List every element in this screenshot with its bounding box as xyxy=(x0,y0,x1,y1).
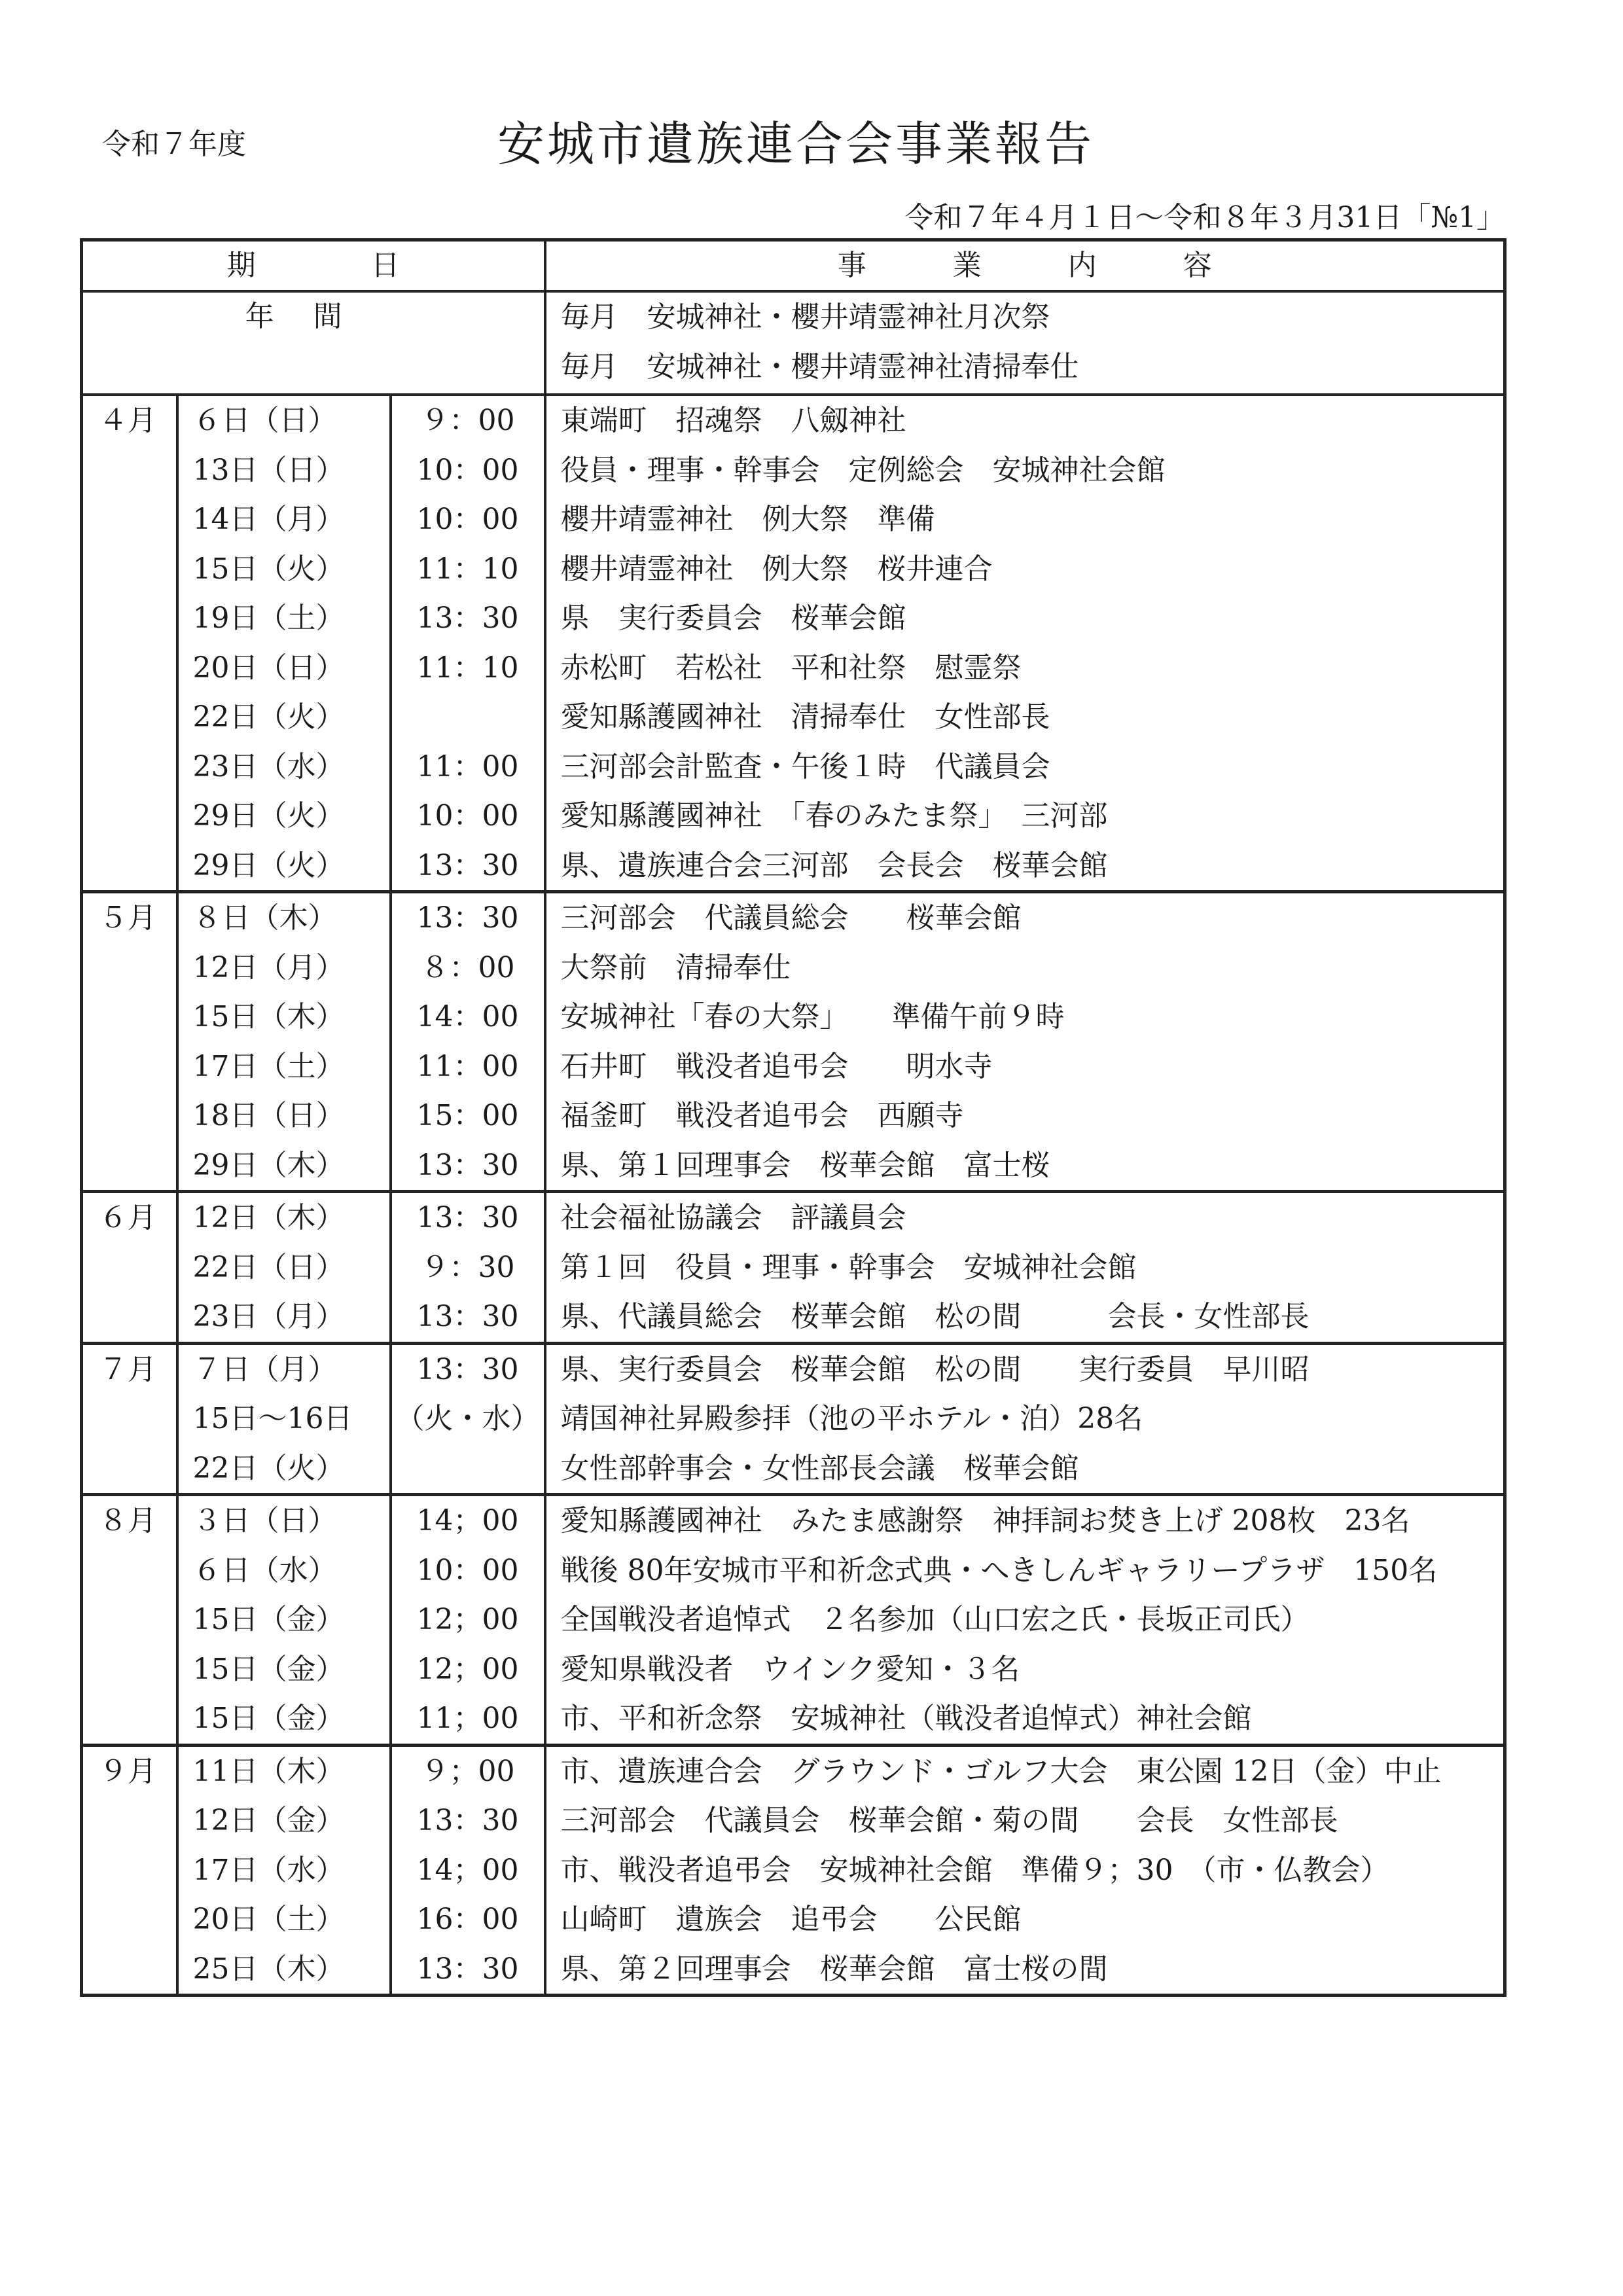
entry-day: 17日（土） xyxy=(192,1049,345,1083)
day-column xyxy=(177,395,391,892)
entry-day: 11日（木） xyxy=(192,1754,345,1788)
entry-time: ９：00 xyxy=(420,404,515,437)
month-label: ４月 xyxy=(82,395,177,892)
entry-day: ６日（日） xyxy=(192,404,337,437)
entry-time: 15：00 xyxy=(416,1099,519,1132)
entry-time: 10：00 xyxy=(416,1553,519,1587)
entry-event: 愛知縣護國神社 「春のみたま祭」 三河部 xyxy=(560,799,1108,833)
entry-event: 赤松町 若松社 平和社祭 慰霊祭 xyxy=(560,651,1022,685)
event-column xyxy=(545,1495,1505,1746)
entry-time: 12；00 xyxy=(416,1652,519,1686)
entry-day: 29日（木） xyxy=(192,1148,345,1182)
entry-event: 市、平和祈念祭 安城神社（戦没者追悼式）神社会館 xyxy=(560,1702,1252,1735)
entry-time: 13：30 xyxy=(416,601,519,635)
page-title: 安城市遺族連合会事業報告 xyxy=(497,117,1095,171)
entry-time: 13：30 xyxy=(416,1148,519,1182)
entry-event: 市、戦没者追弔会 安城神社会館 準備９；30 （市・仏教会） xyxy=(560,1853,1389,1887)
entry-event: 社会福祉協議会 評議員会 xyxy=(560,1201,906,1234)
annual-item: 毎月 安城神社・櫻井靖霊神社清掃奉仕 xyxy=(560,350,1079,384)
entry-event: 県、第１回理事会 桜華会館 富士桜 xyxy=(560,1148,1050,1182)
report-period: 令和７年４月１日～令和８年３月31日「№1」 xyxy=(904,201,1505,234)
month-group xyxy=(82,1192,1505,1344)
entry-time: 13：30 xyxy=(416,848,519,882)
entry-event: 役員・理事・幹事会 定例総会 安城神社会館 xyxy=(560,453,1166,487)
entry-time: ９：30 xyxy=(420,1250,515,1284)
entry-day: 17日（水） xyxy=(192,1853,345,1887)
day-column xyxy=(177,1745,391,1996)
content-header: 事 業 内 容 xyxy=(545,240,1505,292)
entry-event: 櫻井靖霊神社 例大祭 準備 xyxy=(560,503,935,536)
date-header: 期 日 xyxy=(82,240,545,292)
entry-day: 15日（火） xyxy=(192,552,345,586)
entry-event: 山崎町 遺族会 追弔会 公民館 xyxy=(560,1903,1022,1936)
time-column xyxy=(391,892,545,1192)
entry-time: 14：00 xyxy=(416,1000,519,1033)
entry-event: 市、遺族連合会 グラウンド・ゴルフ大会 東公園 12日（金）中止 xyxy=(560,1754,1442,1788)
annual-row xyxy=(82,291,1505,395)
entry-time: 13：30 xyxy=(416,1352,519,1386)
entry-time: 13：30 xyxy=(416,1952,519,1986)
entry-event: 三河部会 代議員会 桜華会館・菊の間 会長 女性部長 xyxy=(560,1804,1338,1837)
day-column xyxy=(177,1192,391,1344)
month-group xyxy=(82,1495,1505,1746)
entry-day: 23日（月） xyxy=(192,1300,345,1333)
month-group xyxy=(82,1745,1505,1996)
entry-event: 県、代議員総会 桜華会館 松の間 会長・女性部長 xyxy=(560,1300,1310,1333)
entry-event: 大祭前 清掃奉仕 xyxy=(560,950,791,984)
day-column xyxy=(177,1495,391,1746)
entry-event: 県、実行委員会 桜華会館 松の間 実行委員 早川昭 xyxy=(560,1352,1310,1386)
entry-time: ８：00 xyxy=(420,950,515,984)
entry-time: 10：00 xyxy=(416,453,519,487)
entry-event: 県、第２回理事会 桜華会館 富士桜の間 xyxy=(560,1952,1108,1986)
time-column xyxy=(391,1343,545,1495)
event-column xyxy=(545,1745,1505,1996)
month-label: ８月 xyxy=(82,1495,177,1746)
annual-label: 年間 xyxy=(82,291,545,395)
entry-event: 石井町 戦没者追弔会 明水寺 xyxy=(560,1049,993,1083)
entry-time: 11：10 xyxy=(416,552,519,586)
entry-event: 第１回 役員・理事・幹事会 安城神社会館 xyxy=(560,1250,1137,1284)
entry-day: 20日（土） xyxy=(192,1903,345,1936)
entry-time: 13：30 xyxy=(416,1201,519,1234)
entry-day: 12日（木） xyxy=(192,1201,345,1234)
entry-day: 23日（水） xyxy=(192,749,345,783)
month-label: ９月 xyxy=(82,1745,177,1996)
entry-day: 29日（火） xyxy=(192,848,345,882)
entry-event: 三河部会 代議員総会 桜華会館 xyxy=(560,901,1022,935)
entry-time: 12；00 xyxy=(416,1603,519,1636)
entry-day: 12日（月） xyxy=(192,950,345,984)
entry-event: 県、遺族連合会三河部 会長会 桜華会館 xyxy=(560,848,1108,882)
month-group xyxy=(82,892,1505,1192)
entry-day: ６日（水） xyxy=(192,1553,337,1587)
entry-time: 10：00 xyxy=(416,799,519,833)
entry-day: 14日（月） xyxy=(192,503,345,536)
entry-time: 13：30 xyxy=(416,1300,519,1333)
entry-event: 戦後 80年安城市平和祈念式典・へきしんギャラリープラザ 150名 xyxy=(560,1553,1438,1587)
entry-day: 22日（火） xyxy=(192,700,345,734)
entry-event: 三河部会計監査・午後１時 代議員会 xyxy=(560,749,1050,783)
entry-day: 13日（日） xyxy=(192,453,345,487)
entry-time xyxy=(392,1444,544,1494)
entry-time xyxy=(392,692,544,742)
entry-event: 愛知県戦没者 ウインク愛知・３名 xyxy=(560,1652,1020,1686)
time-column xyxy=(391,1192,545,1344)
entry-time: ９；00 xyxy=(420,1754,515,1788)
entry-day: 22日（日） xyxy=(192,1250,345,1284)
entry-event: 靖国神社昇殿参拝（池の平ホテル・泊）28名 xyxy=(560,1402,1143,1435)
annual-events xyxy=(545,291,1505,395)
entry-day: 15日（木） xyxy=(192,1000,345,1033)
event-column xyxy=(545,1343,1505,1495)
entry-day: 20日（日） xyxy=(192,651,345,685)
fiscal-year: 令和７年度 xyxy=(102,128,246,161)
entry-time: （火・水） xyxy=(395,1402,540,1435)
time-column xyxy=(391,1495,545,1746)
entry-event: 東端町 招魂祭 八劔神社 xyxy=(560,404,906,437)
entry-day: 15日（金） xyxy=(192,1603,345,1636)
entry-event: 愛知縣護國神社 清掃奉仕 女性部長 xyxy=(560,700,1050,734)
entry-day: 25日（木） xyxy=(192,1952,345,1986)
entry-day: 19日（土） xyxy=(192,601,345,635)
day-column xyxy=(177,892,391,1192)
report-table xyxy=(80,238,1507,1997)
entry-time: 10：00 xyxy=(416,503,519,536)
entry-event: 福釜町 戦没者追弔会 西願寺 xyxy=(560,1099,964,1132)
entry-day: 29日（火） xyxy=(192,799,345,833)
month-label: ６月 xyxy=(82,1192,177,1344)
entry-event: 櫻井靖霊神社 例大祭 桜井連合 xyxy=(560,552,993,586)
entry-day: 15日（金） xyxy=(192,1652,345,1686)
entry-day: 15日～16日 xyxy=(192,1402,353,1435)
entry-event: 愛知縣護國神社 みたま感謝祭 神拝詞お焚き上げ 208枚 23名 xyxy=(560,1504,1410,1537)
entry-day: 22日（火） xyxy=(192,1451,345,1485)
entry-day: ３日（日） xyxy=(192,1504,337,1537)
entry-time: 14；00 xyxy=(416,1504,519,1537)
month-label: ７月 xyxy=(82,1343,177,1495)
entry-day: ８日（木） xyxy=(192,901,337,935)
entry-time: 16：00 xyxy=(416,1903,519,1936)
entry-day: 15日（金） xyxy=(192,1702,345,1735)
month-label: ５月 xyxy=(82,892,177,1192)
entry-time: 13：30 xyxy=(416,901,519,935)
month-group xyxy=(82,395,1505,892)
entry-event: 女性部幹事会・女性部長会議 桜華会館 xyxy=(560,1451,1079,1485)
entry-day: 12日（金） xyxy=(192,1804,345,1837)
event-column xyxy=(545,395,1505,892)
day-column xyxy=(177,1343,391,1495)
month-group xyxy=(82,1343,1505,1495)
entry-time: 13：30 xyxy=(416,1804,519,1837)
entry-day: ７日（月） xyxy=(192,1352,337,1386)
entry-event: 安城神社「春の大祭」 準備午前９時 xyxy=(560,1000,1065,1033)
event-column xyxy=(545,892,1505,1192)
entry-event: 全国戦没者追悼式 ２名参加（山口宏之氏・長坂正司氏） xyxy=(560,1603,1310,1636)
entry-time: 11：00 xyxy=(416,1049,519,1083)
entry-time: 11；00 xyxy=(416,1702,519,1735)
entry-time: 14；00 xyxy=(416,1853,519,1887)
entry-day: 18日（日） xyxy=(192,1099,345,1132)
entry-time: 11：00 xyxy=(416,749,519,783)
event-column xyxy=(545,1192,1505,1344)
time-column xyxy=(391,395,545,892)
entry-time: 11：10 xyxy=(416,651,519,685)
entry-event: 県 実行委員会 桜華会館 xyxy=(560,601,906,635)
time-column xyxy=(391,1745,545,1996)
table-header xyxy=(82,240,1505,292)
annual-item: 毎月 安城神社・櫻井靖霊神社月次祭 xyxy=(560,300,1050,334)
